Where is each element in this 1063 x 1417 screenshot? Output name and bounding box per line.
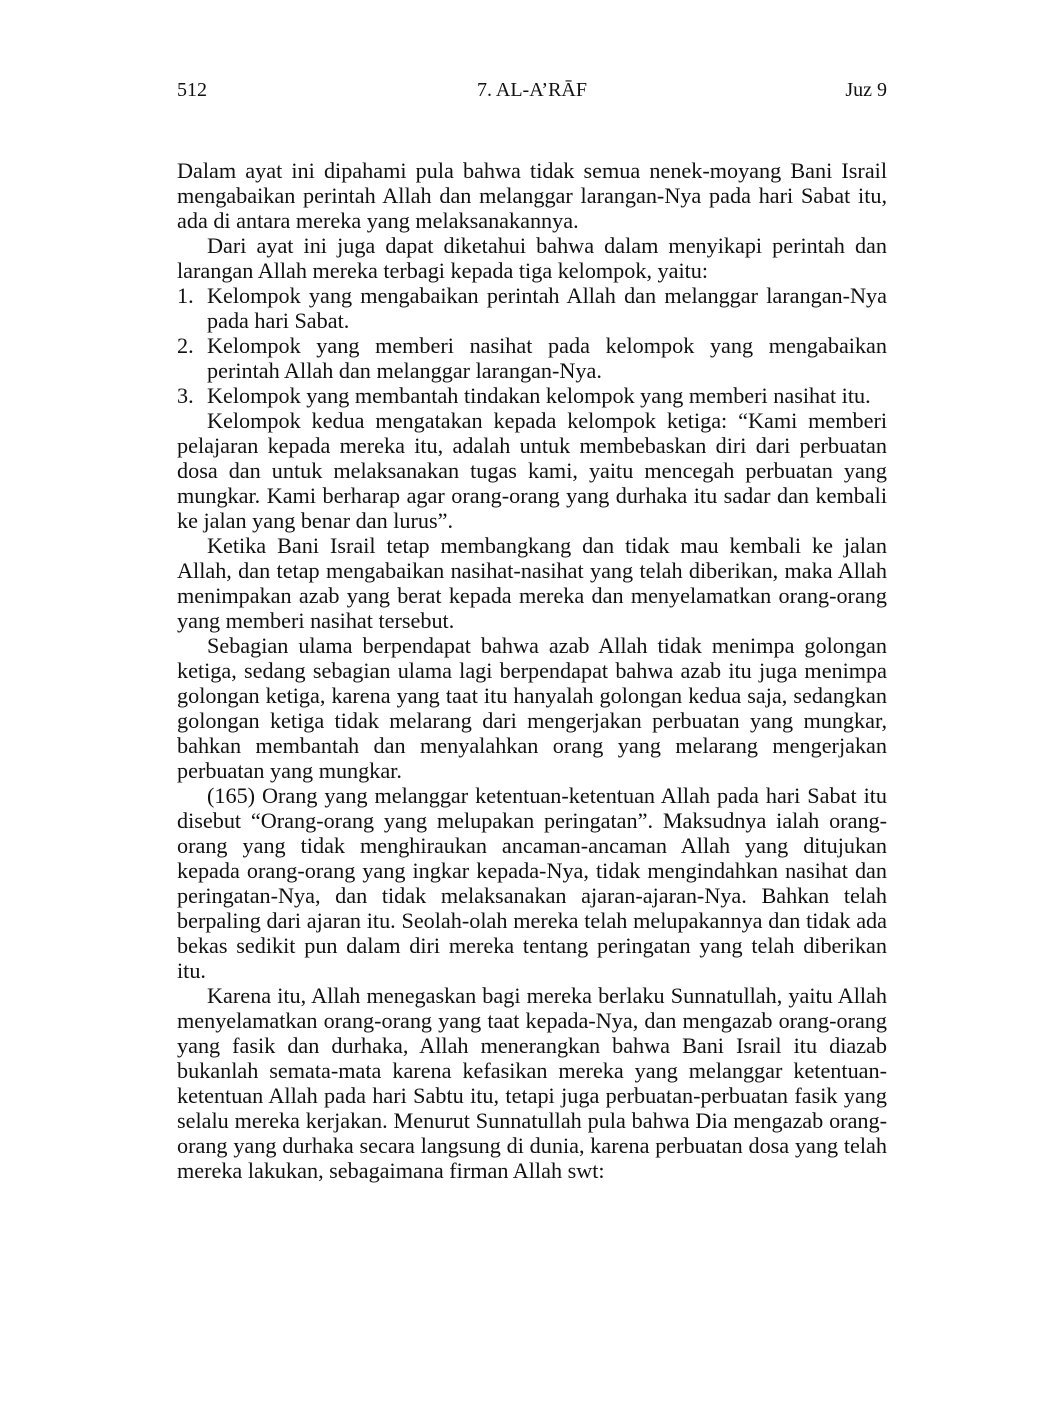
paragraph: Ketika Bani Israil tetap membangkang dan tidak mau kembali ke jalan Allah, dan tetap mengabaikan nasihat-nasihat yang telah diberikan, maka Allah menimpakan azab yang berat kepada mereka dan menyelamatkan orang-orang yang memberi nasihat tersebut.: [177, 533, 887, 633]
paragraph: Sebagian ulama berpendapat bahwa azab Allah tidak menimpa golongan ketiga, sedang sebagian ulama lagi berpendapat bahwa azab itu juga menimpa golongan ketiga, karena yang taat itu hanyalah golongan kedua saja, sedangkan golongan ketiga tidak melarang dari mengerjakan perbuatan yang mungkar, bahkan membantah dan menyalahkan orang yang melarang mengerjakan perbuatan yang mungkar.: [177, 633, 887, 783]
paragraph: Dalam ayat ini dipahami pula bahwa tidak semua nenek-moyang Bani Israil mengabaikan perintah Allah dan melanggar larangan-Nya pada hari Sabat itu, ada di antara mereka yang melaksanakannya.: [177, 158, 887, 233]
list-text: Kelompok yang mengabaikan perintah Allah dan melanggar larangan-Nya pada hari Sabat.: [207, 283, 887, 333]
main-text: [177, 158, 887, 1183]
list-number: 3.: [177, 383, 194, 408]
list-item: [177, 283, 887, 333]
surah-title: 7. AL-A’RĀF: [476, 79, 587, 101]
list-item: [177, 383, 887, 408]
paragraph: Karena itu, Allah menegaskan bagi mereka berlaku Sunnatullah, yaitu Allah menyelamatkan orang-orang yang taat kepada-Nya, dan mengazab orang-orang yang fasik dan durhaka, Allah menerangkan bahwa Bani Israil itu diazab bukanlah semata-mata karena kefasikan mereka yang melanggar ketentuan-ketentuan Allah pada hari Sabtu itu, tetapi juga perbuatan-perbuatan fasik yang selalu mereka kerjakan. Menurut Sunnatullah pula bahwa Dia mengazab orang-orang yang durhaka secara langsung di dunia, karena perbuatan dosa yang telah mereka lakukan, sebagaimana firman Allah swt:: [177, 983, 887, 1183]
list-text: Kelompok yang memberi nasihat pada kelompok yang mengabaikan perintah Allah dan melanggar larangan-Nya.: [207, 333, 887, 383]
list-item: [177, 333, 887, 383]
paragraph: Kelompok kedua mengatakan kepada kelompok ketiga: “Kami memberi pelajaran kepada mereka itu, adalah untuk membebaskan diri dari perbuatan dosa dan untuk melaksanakan tugas kami, yaitu mencegah perbuatan yang mungkar. Kami berharap agar orang-orang yang durhaka itu sadar dan kembali ke jalan yang benar dan lurus”.: [177, 408, 887, 533]
paragraph: Dari ayat ini juga dapat diketahui bahwa dalam menyikapi perintah dan larangan Allah mereka terbagi kepada tiga kelompok, yaitu:: [177, 233, 887, 283]
group-list: [177, 283, 887, 408]
page-number: 512: [177, 79, 207, 101]
paragraph: (165) Orang yang melanggar ketentuan-ketentuan Allah pada hari Sabat itu disebut “Orang-orang yang melupakan peringatan”. Maksudnya ialah orang-orang yang tidak menghiraukan ancaman-ancaman Allah yang ditujukan kepada orang-orang yang ingkar kepada-Nya, tidak mengindahkan nasihat dan peringatan-Nya, dan tidak melaksanakan ajaran-ajaran-Nya. Bahkan telah berpaling dari ajaran itu. Seolah-olah mereka telah melupakannya dan tidak ada bekas sedikit pun dalam diri mereka tentang peringatan yang telah diberikan itu.: [177, 783, 887, 983]
list-text: Kelompok yang membantah tindakan kelompok yang memberi nasihat itu.: [207, 383, 871, 408]
juz-label: Juz 9: [845, 79, 887, 101]
page-header: [177, 76, 887, 104]
list-number: 1.: [177, 283, 194, 308]
list-number: 2.: [177, 333, 194, 358]
